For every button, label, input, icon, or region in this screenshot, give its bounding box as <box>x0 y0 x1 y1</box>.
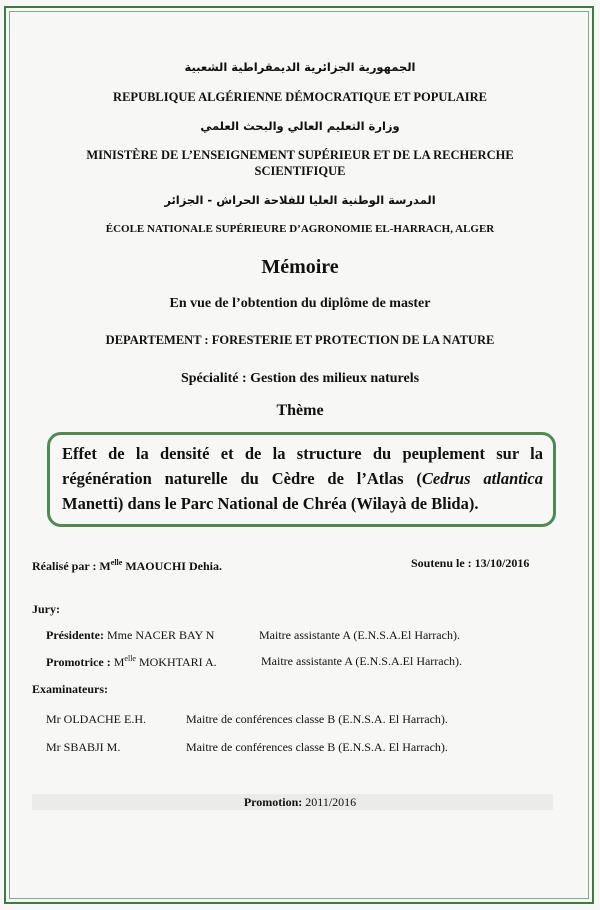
defense-date: Soutenu le : 13/10/2016 <box>411 556 530 570</box>
examiner-name: Mr SBABJI M. <box>46 740 121 754</box>
promotion-value: 2011/2016 <box>302 795 357 809</box>
president-role: Présidente: <box>46 628 104 642</box>
supervisor-sup: elle <box>124 654 136 663</box>
promotion-label: Promotion: <box>243 795 303 809</box>
supervisor-role: Promotrice : <box>46 655 114 669</box>
examiner-title: Maitre de conférences classe B (E.N.S.A. El Harrach). <box>186 712 448 726</box>
arabic-school-heading: المدرسة الوطنية العليا للفلاحة الحراش - الجزائر <box>164 193 436 207</box>
theme-scientific-name: Cedrus atlantica <box>421 469 543 488</box>
supervisor-row <box>46 654 217 670</box>
school-heading: ÉCOLE NATIONALE SUPÉRIEURE D’AGRONOMIE EL-HARRACH, ALGER <box>105 223 495 235</box>
president-title: Maitre assistante A (E.N.S.A.El Harrach). <box>259 628 460 642</box>
author-sup: elle <box>110 558 123 567</box>
promotion-line <box>0 795 600 810</box>
examiners-label: Examinateurs: <box>32 682 108 696</box>
supervisor-title: Maitre assistante A (E.N.S.A.El Harrach). <box>261 654 462 668</box>
jury-label: Jury: <box>32 602 60 616</box>
author-name: MAOUCHI Dehia. <box>122 559 222 573</box>
supervisor-prefix: M <box>113 655 125 669</box>
supervisor-name: MOKHTARI A. <box>135 655 217 669</box>
president-name: Mme NACER BAY N <box>106 628 215 642</box>
examiner-name: Mr OLDACHE E.H. <box>46 712 146 726</box>
author-line <box>32 558 222 574</box>
document-title: Mémoire <box>261 256 339 278</box>
theme-text-part2: Manetti) dans le Parc National de Chréa (Wilayà de Blida). <box>62 494 479 513</box>
republic-heading: REPUBLIQUE ALGÉRIENNE DÉMOCRATIQUE ET POPULAIRE <box>113 90 487 104</box>
arabic-republic-heading: الجمهورية الجزائرية الديمقراطية الشعبية <box>184 60 416 74</box>
examiner-title: Maitre de conférences classe B (E.N.S.A. El Harrach). <box>186 740 448 754</box>
theme-box <box>47 432 556 527</box>
president-row <box>46 628 214 643</box>
arabic-ministry-heading: وزارة التعليم العالي والبحث العلمي <box>200 119 400 133</box>
specialty-line: Spécialité : Gestion des milieux naturels <box>180 371 420 386</box>
theme-heading: Thème <box>276 402 324 419</box>
ministry-heading-line1: MINISTÈRE DE L’ENSEIGNEMENT SUPÉRIEUR ET DE LA RECHERCHE <box>86 148 514 162</box>
author-label: Réalisé par : M <box>32 559 111 573</box>
department-line: DEPARTEMENT : FORESTERIE ET PROTECTION DE LA NATURE <box>105 333 495 347</box>
ministry-heading-line2: SCIENTIFIQUE <box>254 164 346 178</box>
degree-subtitle: En vue de l’obtention du diplôme de master <box>169 296 431 311</box>
theme-text-part1: Effet de la densité et de la structure du peuplement sur la régénération naturelle du Cèdre de l’Atlas ( <box>62 444 543 488</box>
